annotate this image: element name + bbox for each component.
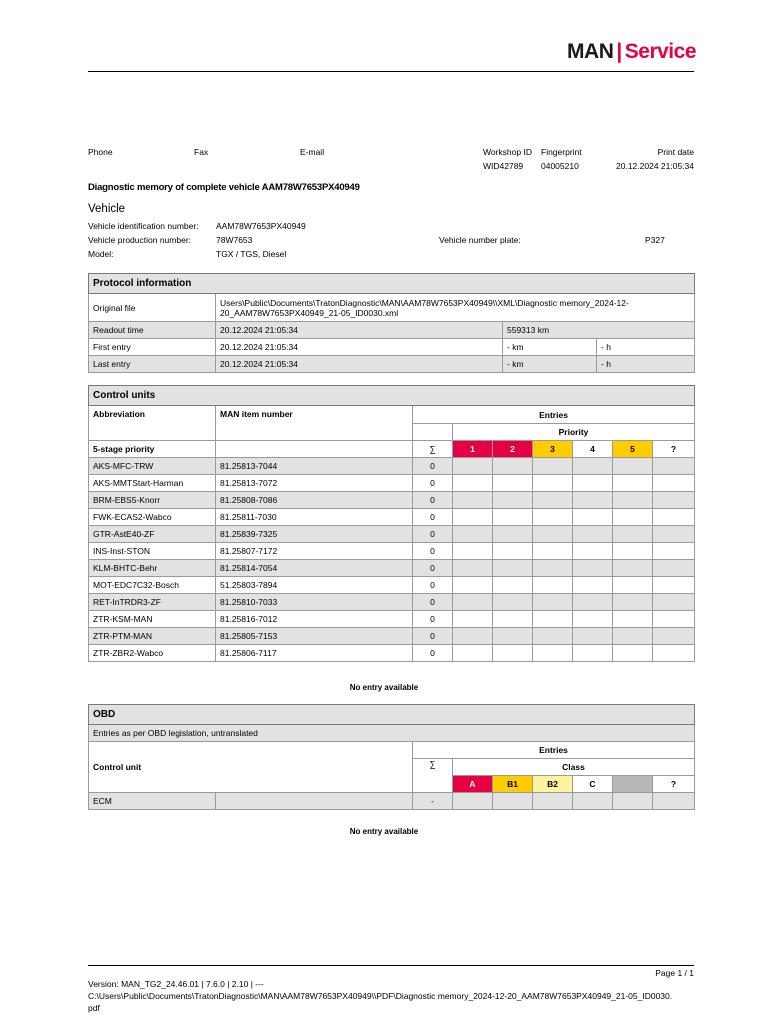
brand-service: Service (624, 40, 696, 63)
original-file-line1: Users\Public\Documents\TratonDiagnostic\MAN\AAM78W7653PX40949\\XML\Diagnostic memory_2024-12- (220, 297, 629, 308)
priority-cell (493, 492, 533, 509)
class-cell (573, 793, 613, 810)
priority-cell (573, 628, 613, 645)
control-unit-entry-count: 0 (413, 594, 453, 611)
control-unit-entry-count: 0 (413, 526, 453, 543)
control-unit-abbreviation: RET-InTRDR3-ZF (89, 594, 216, 611)
class-c: C (573, 776, 613, 793)
workshop-id-label: Workshop ID (483, 147, 532, 157)
control-unit-entry-count: 0 (413, 543, 453, 560)
priority-cell (533, 509, 573, 526)
priority-4: 4 (573, 441, 613, 458)
priority-blank (216, 441, 413, 458)
obd-row (89, 793, 695, 810)
priority-cell (653, 458, 695, 475)
original-file-value (216, 294, 695, 322)
number-plate-value: P327 (645, 235, 665, 245)
fingerprint-label: Fingerprint (541, 147, 582, 157)
control-unit-item-number: 81.25808-7086 (216, 492, 413, 509)
vin-label: Vehicle identification number: (88, 221, 199, 231)
priority-cell (533, 543, 573, 560)
control-unit-entry-count: 0 (413, 645, 453, 662)
priority-cell (573, 509, 613, 526)
obd-subtitle: Entries as per OBD legislation, untranslated (89, 725, 695, 742)
footer-version: Version: MAN_TG2_24.46.01 | 7.6.0 | 2.10 | --- (88, 979, 264, 989)
print-date-label: Print date (657, 147, 694, 157)
sigma-symbol: ∑ (413, 441, 453, 458)
priority-cell (453, 594, 493, 611)
protocol-heading: Protocol information (89, 274, 695, 294)
col-abbreviation: Abbreviation (89, 406, 216, 441)
priority-cell (613, 577, 653, 594)
priority-cell (533, 458, 573, 475)
class-blank (613, 776, 653, 793)
control-unit-entry-count: 0 (413, 560, 453, 577)
class-a: A (453, 776, 493, 793)
control-unit-abbreviation: GTR-AstE40-ZF (89, 526, 216, 543)
fingerprint-value: 04005210 (541, 161, 579, 171)
first-entry-label: First entry (89, 339, 216, 356)
header-rule (88, 71, 694, 72)
control-units-no-entry: No entry available (349, 683, 419, 692)
control-unit-abbreviation: ZTR-ZBR2-Wabco (89, 645, 216, 662)
priority-cell (453, 611, 493, 628)
email-label: E-mail (300, 147, 325, 157)
priority-cell (613, 526, 653, 543)
priority-cell (533, 560, 573, 577)
control-unit-item-number: 81.25813-7044 (216, 458, 413, 475)
priority-cell (453, 543, 493, 560)
col-control-unit: Control unit (89, 742, 413, 793)
priority-cell (653, 475, 695, 492)
control-unit-entry-count: 0 (413, 475, 453, 492)
readout-time: 20.12.2024 21:05:34 (216, 322, 503, 339)
control-unit-entry-count: 0 (413, 509, 453, 526)
priority-cell (493, 475, 533, 492)
control-unit-row (89, 526, 695, 543)
control-unit-row (89, 628, 695, 645)
priority-cell (573, 611, 613, 628)
priority-cell (493, 509, 533, 526)
control-unit-abbreviation: FWK-ECAS2-Wabco (89, 509, 216, 526)
priority-cell (533, 492, 573, 509)
priority-cell (493, 526, 533, 543)
priority-cell (653, 611, 695, 628)
priority-cell (453, 560, 493, 577)
obd-blank (216, 793, 413, 810)
obd-col-entries: Entries (413, 742, 695, 759)
col-priority: Priority (453, 424, 695, 441)
control-unit-abbreviation: AKS-MFC-TRW (89, 458, 216, 475)
footer-path-line2: pdf (88, 1003, 100, 1013)
priority-cell (573, 645, 613, 662)
fax-label: Fax (194, 147, 209, 157)
obd-entry-count: - (413, 793, 453, 810)
readout-km: 559313 km (503, 322, 695, 339)
print-date-value: 20.12.2024 21:05:34 (616, 161, 694, 171)
priority-cell (613, 594, 653, 611)
control-unit-item-number: 81.25810-7033 (216, 594, 413, 611)
last-entry-label: Last entry (89, 356, 216, 373)
priority-cell (613, 560, 653, 577)
page-number: Page 1 / 1 (655, 968, 694, 978)
control-unit-item-number: 81.25805-7153 (216, 628, 413, 645)
priority-cell (613, 458, 653, 475)
priority-cell (493, 645, 533, 662)
priority-cell (453, 628, 493, 645)
priority-cell (573, 492, 613, 509)
original-file-line2: 20_AAM78W7653PX40949_21-05_ID0030.xml (220, 307, 399, 318)
control-unit-entry-count: 0 (413, 458, 453, 475)
priority-cell (453, 458, 493, 475)
man-service-logo (567, 40, 696, 64)
first-entry-time: 20.12.2024 21:05:34 (216, 339, 503, 356)
control-unit-item-number: 51.25803-7894 (216, 577, 413, 594)
priority-cell (573, 458, 613, 475)
priority-cell (573, 577, 613, 594)
last-entry-h: - h (597, 356, 695, 373)
control-unit-abbreviation: MOT-EDC7C32-Bosch (89, 577, 216, 594)
priority-cell (493, 577, 533, 594)
first-entry-h: - h (597, 339, 695, 356)
priority-cell (533, 628, 573, 645)
priority-cell (653, 509, 695, 526)
control-unit-item-number: 81.25814-7054 (216, 560, 413, 577)
priority-cell (453, 645, 493, 662)
production-number-value: 78W7653 (216, 235, 253, 245)
brand-separator: | (616, 40, 622, 63)
control-unit-row (89, 509, 695, 526)
obd-control-unit: ECM (89, 793, 216, 810)
col-entries: Entries (413, 406, 695, 424)
priority-cell (613, 645, 653, 662)
priority-cell (493, 628, 533, 645)
priority-cell (453, 577, 493, 594)
control-unit-entry-count: 0 (413, 492, 453, 509)
obd-col-class: Class (453, 759, 695, 776)
control-unit-item-number: 81.25811-7030 (216, 509, 413, 526)
control-unit-row (89, 560, 695, 577)
last-entry-km: - km (503, 356, 597, 373)
priority-cell (653, 526, 695, 543)
priority-cell (613, 543, 653, 560)
obd-no-entry: No entry available (349, 827, 419, 836)
priority-cell (533, 645, 573, 662)
priority-cell (653, 543, 695, 560)
priority-cell (573, 560, 613, 577)
vehicle-heading: Vehicle (88, 203, 126, 215)
vin-value: AAM78W7653PX40949 (216, 221, 306, 231)
priority-2: 2 (493, 441, 533, 458)
priority-cell (533, 577, 573, 594)
number-plate-label: Vehicle number plate: (439, 235, 521, 245)
priority-cell (613, 611, 653, 628)
entries-spacer (413, 424, 453, 441)
document-title: Diagnostic memory of complete vehicle AAM78W7653PX40949 (88, 182, 360, 193)
control-unit-entry-count: 0 (413, 611, 453, 628)
control-unit-row (89, 475, 695, 492)
control-unit-row (89, 492, 695, 509)
class-b1: B1 (493, 776, 533, 793)
priority-cell (573, 543, 613, 560)
control-units-heading: Control units (89, 386, 695, 406)
control-unit-abbreviation: ZTR-KSM-MAN (89, 611, 216, 628)
model-value: TGX / TGS, Diesel (216, 249, 287, 259)
footer-path-line1: C:\Users\Public\Documents\TratonDiagnostic\MAN\AAM78W7653PX40949\\PDF\Diagnostic memory_2024-12-20_AAM78W7653PX40949_21-05_ID0030. (88, 991, 673, 1001)
priority-cell (533, 475, 573, 492)
production-number-label: Vehicle production number: (88, 235, 192, 245)
priority-5: 5 (613, 441, 653, 458)
priority-cell (573, 594, 613, 611)
control-unit-abbreviation: AKS-MMTStart-Harman (89, 475, 216, 492)
obd-sigma: ∑ (413, 759, 453, 793)
priority-cell (493, 560, 533, 577)
priority-cell (653, 577, 695, 594)
class-cell (653, 793, 695, 810)
obd-table (88, 704, 695, 810)
priority-cell (533, 611, 573, 628)
priority-cell (533, 594, 573, 611)
phone-label: Phone (88, 147, 113, 157)
priority-cell (453, 526, 493, 543)
control-unit-row (89, 577, 695, 594)
control-unit-item-number: 81.25807-7172 (216, 543, 413, 560)
control-unit-row (89, 543, 695, 560)
class-cell (533, 793, 573, 810)
priority-cell (453, 475, 493, 492)
class-b2: B2 (533, 776, 573, 793)
class-cell (613, 793, 653, 810)
workshop-id-value: WID42789 (483, 161, 524, 171)
control-unit-entry-count: 0 (413, 628, 453, 645)
priority-cell (613, 628, 653, 645)
footer-rule (88, 965, 694, 966)
control-unit-row (89, 645, 695, 662)
class-cell (493, 793, 533, 810)
control-unit-abbreviation: BRM-EBS5-Knorr (89, 492, 216, 509)
protocol-table (88, 273, 695, 373)
readout-label: Readout time (89, 322, 216, 339)
control-unit-row (89, 611, 695, 628)
class-cell (453, 793, 493, 810)
priority-cell (613, 509, 653, 526)
priority-cell (493, 458, 533, 475)
priority-1: 1 (453, 441, 493, 458)
class-unknown: ? (653, 776, 695, 793)
control-unit-item-number: 81.25806-7117 (216, 645, 413, 662)
control-unit-entry-count: 0 (413, 577, 453, 594)
priority-cell (653, 645, 695, 662)
control-unit-row (89, 594, 695, 611)
original-file-label: Original file (89, 294, 216, 322)
model-label: Model: (88, 249, 114, 259)
col-man-item-number: MAN item number (216, 406, 413, 441)
priority-cell (493, 594, 533, 611)
priority-cell (453, 492, 493, 509)
control-units-table (88, 385, 695, 662)
priority-cell (653, 560, 695, 577)
control-unit-item-number: 81.25813-7072 (216, 475, 413, 492)
priority-cell (493, 543, 533, 560)
control-unit-abbreviation: INS-Inst-STON (89, 543, 216, 560)
priority-cell (613, 475, 653, 492)
priority-cell (573, 475, 613, 492)
last-entry-time: 20.12.2024 21:05:34 (216, 356, 503, 373)
priority-cell (493, 611, 533, 628)
priority-unknown: ? (653, 441, 695, 458)
obd-heading: OBD (89, 705, 695, 725)
control-unit-row (89, 458, 695, 475)
priority-cell (653, 594, 695, 611)
control-unit-item-number: 81.25839-7325 (216, 526, 413, 543)
priority-cell (573, 526, 613, 543)
brand-man: MAN (567, 40, 614, 63)
priority-cell (533, 526, 573, 543)
priority-cell (613, 492, 653, 509)
control-unit-abbreviation: ZTR-PTM-MAN (89, 628, 216, 645)
priority-cell (453, 509, 493, 526)
priority-cell (653, 492, 695, 509)
priority-cell (653, 628, 695, 645)
priority-label: 5-stage priority (89, 441, 216, 458)
control-unit-abbreviation: KLM-BHTC-Behr (89, 560, 216, 577)
control-unit-item-number: 81.25816-7012 (216, 611, 413, 628)
first-entry-km: - km (503, 339, 597, 356)
priority-3: 3 (533, 441, 573, 458)
